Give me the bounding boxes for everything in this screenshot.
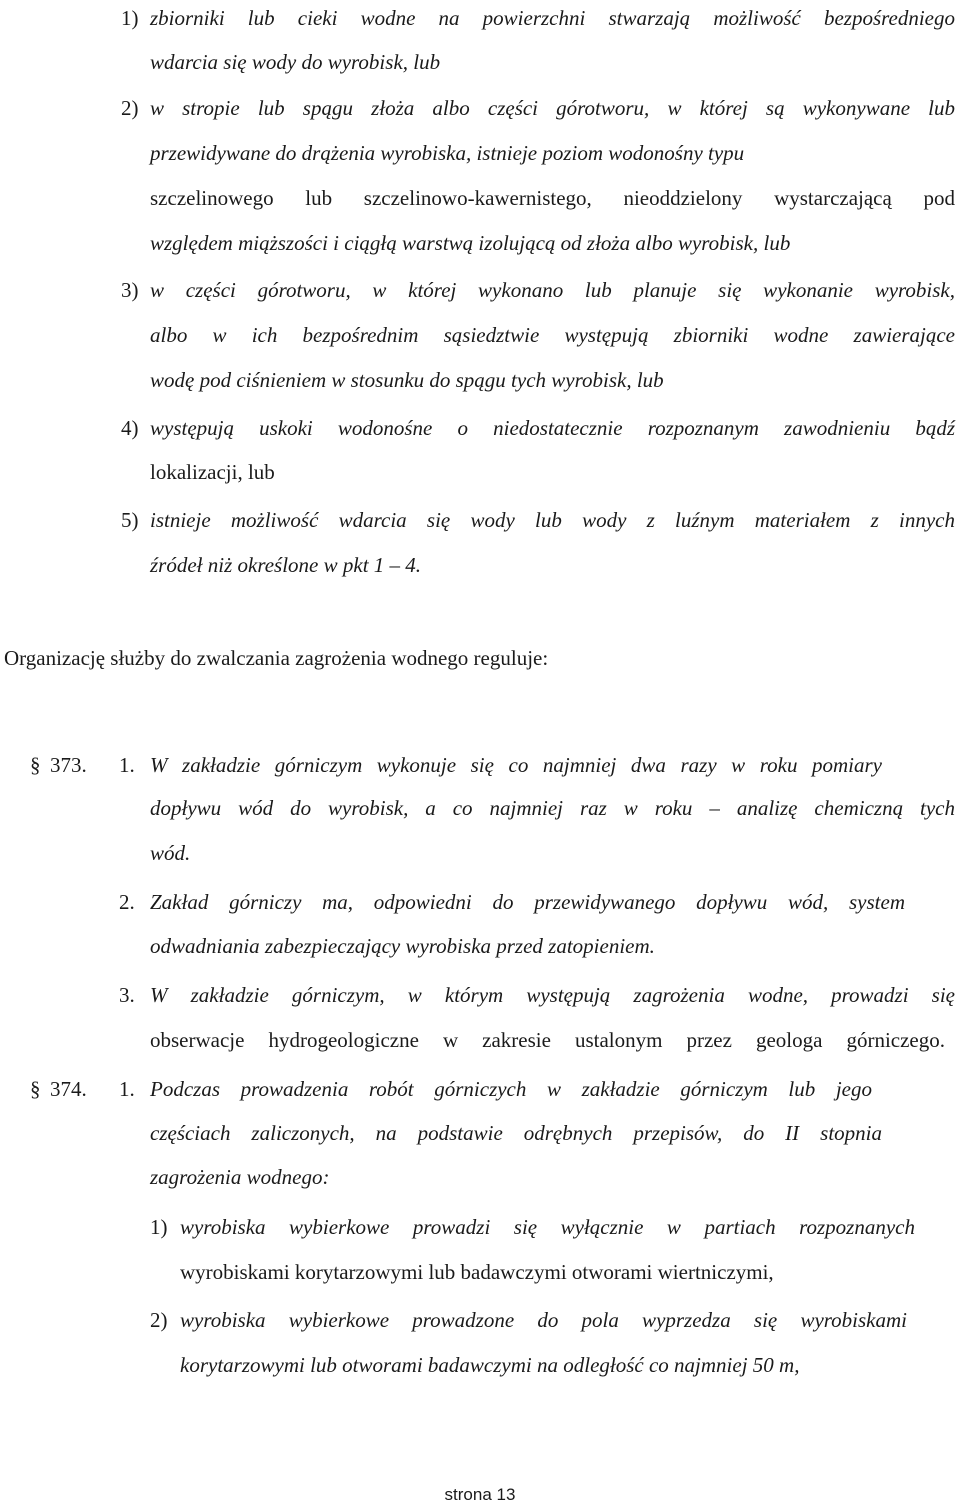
paragraph-3-line-1: W zakładzie górniczym, w którym występują zagrożenia wodne, prowadzi się: [150, 983, 955, 1007]
item-4-number: 4): [121, 416, 139, 440]
item-4-line-2: lokalizacji, lub: [150, 460, 275, 484]
paragraph-1-line-2: dopływu wód do wyrobisk, a co najmniej raz w roku – analizę chemiczną tych: [150, 796, 955, 820]
item-1-line-1: zbiorniki lub cieki wodne na powierzchni stwarzają możliwość bezpośredniego: [150, 6, 955, 30]
item-2-line-2: przewidywane do drążenia wyrobiska, istnieje poziom wodonośny typu: [150, 141, 745, 165]
point-1-line-2: wyrobiskami korytarzowymi lub badawczymi otworami wiertniczymi,: [180, 1260, 774, 1284]
point-2-line-2: korytarzowymi lub otworami badawczymi na odległość co najmniej 50 m,: [180, 1353, 800, 1377]
paragraph-1-number: 1.: [119, 1077, 135, 1101]
paragraph-2-number: 2.: [119, 890, 135, 914]
item-3-number: 3): [121, 278, 139, 302]
page-number: strona 13: [444, 1485, 516, 1504]
paragraph-1-line-3: wód.: [150, 841, 191, 865]
paragraph-2-line-2: odwadniania zabezpieczający wyrobiska przed zatopieniem.: [150, 934, 655, 958]
point-2-number: 2): [150, 1308, 168, 1332]
point-1-line-1: wyrobiska wybierkowe prowadzi się wyłącznie w partiach rozpoznanych: [180, 1215, 915, 1239]
item-2-line-1: w stropie lub spągu złoża albo części górotworu, w której są wykonywane lub: [150, 96, 955, 120]
section-number: 373.: [50, 753, 87, 777]
item-3-line-1: w części górotworu, w której wykonano lub planuje się wykonanie wyrobisk,: [150, 278, 955, 302]
item-5-line-2: źródeł niż określone w pkt 1 – 4.: [150, 553, 422, 577]
point-1-number: 1): [150, 1215, 168, 1239]
point-2-line-1: wyrobiska wybierkowe prowadzone do pola wyprzedza się wyrobiskami: [180, 1308, 907, 1332]
section-heading: Organizację służby do zwalczania zagrożenia wodnego reguluje:: [4, 646, 549, 670]
item-3-line-2: albo w ich bezpośrednim sąsiedztwie występują zbiorniki wodne zawierające: [150, 323, 955, 347]
item-1-number: 1): [121, 6, 139, 30]
section-sign: §: [30, 1077, 41, 1101]
item-2-number: 2): [121, 96, 139, 120]
paragraph-1-line-2: częściach zaliczonych, na podstawie odrębnych przepisów, do II stopnia: [150, 1121, 882, 1145]
paragraph-3-line-2: obserwacje hydrogeologiczne w zakresie ustalonym przez geologa górniczego.: [150, 1028, 945, 1052]
section-number: 374.: [50, 1077, 87, 1101]
item-2-line-3: szczelinowego lub szczelinowo-kawernistego, nieoddzielony wystarczającą pod: [150, 186, 955, 210]
item-4-line-1: występują uskoki wodonośne o niedostatecznie rozpoznanym zawodnieniu bądź: [150, 416, 955, 440]
paragraph-2-line-1: Zakład górniczy ma, odpowiedni do przewidywanego dopływu wód, system: [150, 890, 905, 914]
item-5-line-1: istnieje możliwość wdarcia się wody lub wody z luźnym materiałem z innych: [150, 508, 955, 532]
item-2-line-4: względem miąższości i ciągłą warstwą izolującą od złoża albo wyrobisk, lub: [150, 231, 791, 255]
paragraph-1-number: 1.: [119, 753, 135, 777]
item-5-number: 5): [121, 508, 139, 532]
paragraph-1-line-3: zagrożenia wodnego:: [150, 1165, 330, 1189]
item-3-line-3: wodę pod ciśnieniem w stosunku do spągu tych wyrobisk, lub: [150, 368, 664, 392]
paragraph-1-line-1: Podczas prowadzenia robót górniczych w zakładzie górniczym lub jego: [150, 1077, 872, 1101]
item-1-line-2: wdarcia się wody do wyrobisk, lub: [150, 50, 441, 74]
paragraph-3-number: 3.: [119, 983, 135, 1007]
paragraph-1-line-1: W zakładzie górniczym wykonuje się co najmniej dwa razy w roku pomiary: [150, 753, 882, 777]
section-sign: §: [30, 753, 41, 777]
